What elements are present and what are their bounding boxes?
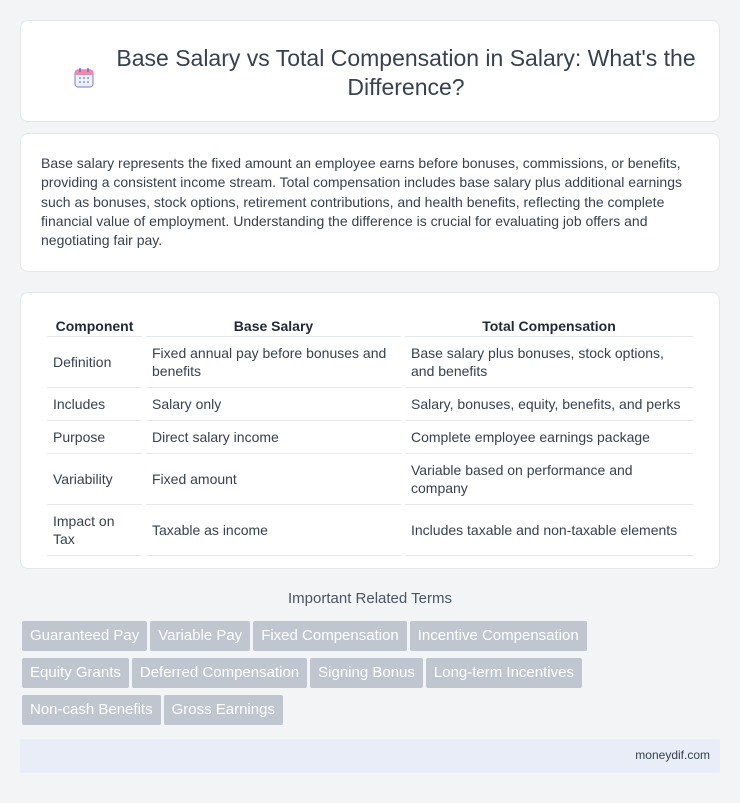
table-cell: Taxable as income (146, 505, 401, 556)
table-cell: Base salary plus bonuses, stock options, and benefits (405, 337, 693, 388)
intro-card (20, 133, 720, 272)
table-cell: Impact on Tax (47, 505, 142, 556)
table-cell: Direct salary income (146, 421, 401, 454)
related-term-tag[interactable]: Signing Bonus (310, 658, 423, 688)
table-header: Component (47, 315, 142, 337)
table-row (47, 388, 693, 421)
table-row (47, 454, 693, 505)
table-header-row (47, 315, 693, 337)
related-term-tag[interactable]: Fixed Compensation (253, 621, 407, 651)
table-cell: Complete employee earnings package (405, 421, 693, 454)
related-term-tag[interactable]: Variable Pay (150, 621, 250, 651)
related-terms-list (22, 621, 702, 732)
intro-paragraph: Base salary represents the fixed amount an employee earns before bonuses, commissions, or benefits, providing a consistent income stream. Total compensation includes base salary plus additional earnings such as bonuses, stock options, retirement contributions, and health benefits, reflecting the complete financial value of employment. Understanding the difference is crucial for evaluating job offers and negotiating fair pay. (41, 155, 682, 249)
page-title: Base Salary vs Total Compensation in Salary: What's the Difference? (116, 45, 696, 100)
footer (20, 739, 720, 773)
table-cell: Includes (47, 388, 142, 421)
table-cell: Variable based on performance and company (405, 454, 693, 505)
table-cell: Includes taxable and non-taxable elements (405, 505, 693, 556)
table-cell: Purpose (47, 421, 142, 454)
table-cell: Salary, bonuses, equity, benefits, and perks (405, 388, 693, 421)
related-term-tag[interactable]: Long-term Incentives (426, 658, 582, 688)
related-term-tag[interactable]: Non-cash Benefits (22, 695, 161, 725)
related-term-tag[interactable]: Equity Grants (22, 658, 129, 688)
table-row (47, 421, 693, 454)
comparison-table (43, 315, 697, 556)
table-row (47, 337, 693, 388)
calendar-icon (73, 67, 95, 89)
table-cell: Fixed amount (146, 454, 401, 505)
table-header: Base Salary (146, 315, 401, 337)
comparison-table-card (20, 292, 720, 569)
table-cell: Variability (47, 454, 142, 505)
related-term-tag[interactable]: Gross Earnings (164, 695, 283, 725)
footer-site-link[interactable]: moneydif.com (635, 748, 710, 762)
title-card (20, 20, 720, 122)
related-term-tag[interactable]: Deferred Compensation (132, 658, 307, 688)
related-term-tag[interactable]: Incentive Compensation (410, 621, 587, 651)
table-cell: Fixed annual pay before bonuses and benefits (146, 337, 401, 388)
related-term-tag[interactable]: Guaranteed Pay (22, 621, 147, 651)
table-header: Total Compensation (405, 315, 693, 337)
related-terms-title: Important Related Terms (288, 590, 452, 607)
table-cell: Definition (47, 337, 142, 388)
table-row (47, 505, 693, 556)
table-cell: Salary only (146, 388, 401, 421)
